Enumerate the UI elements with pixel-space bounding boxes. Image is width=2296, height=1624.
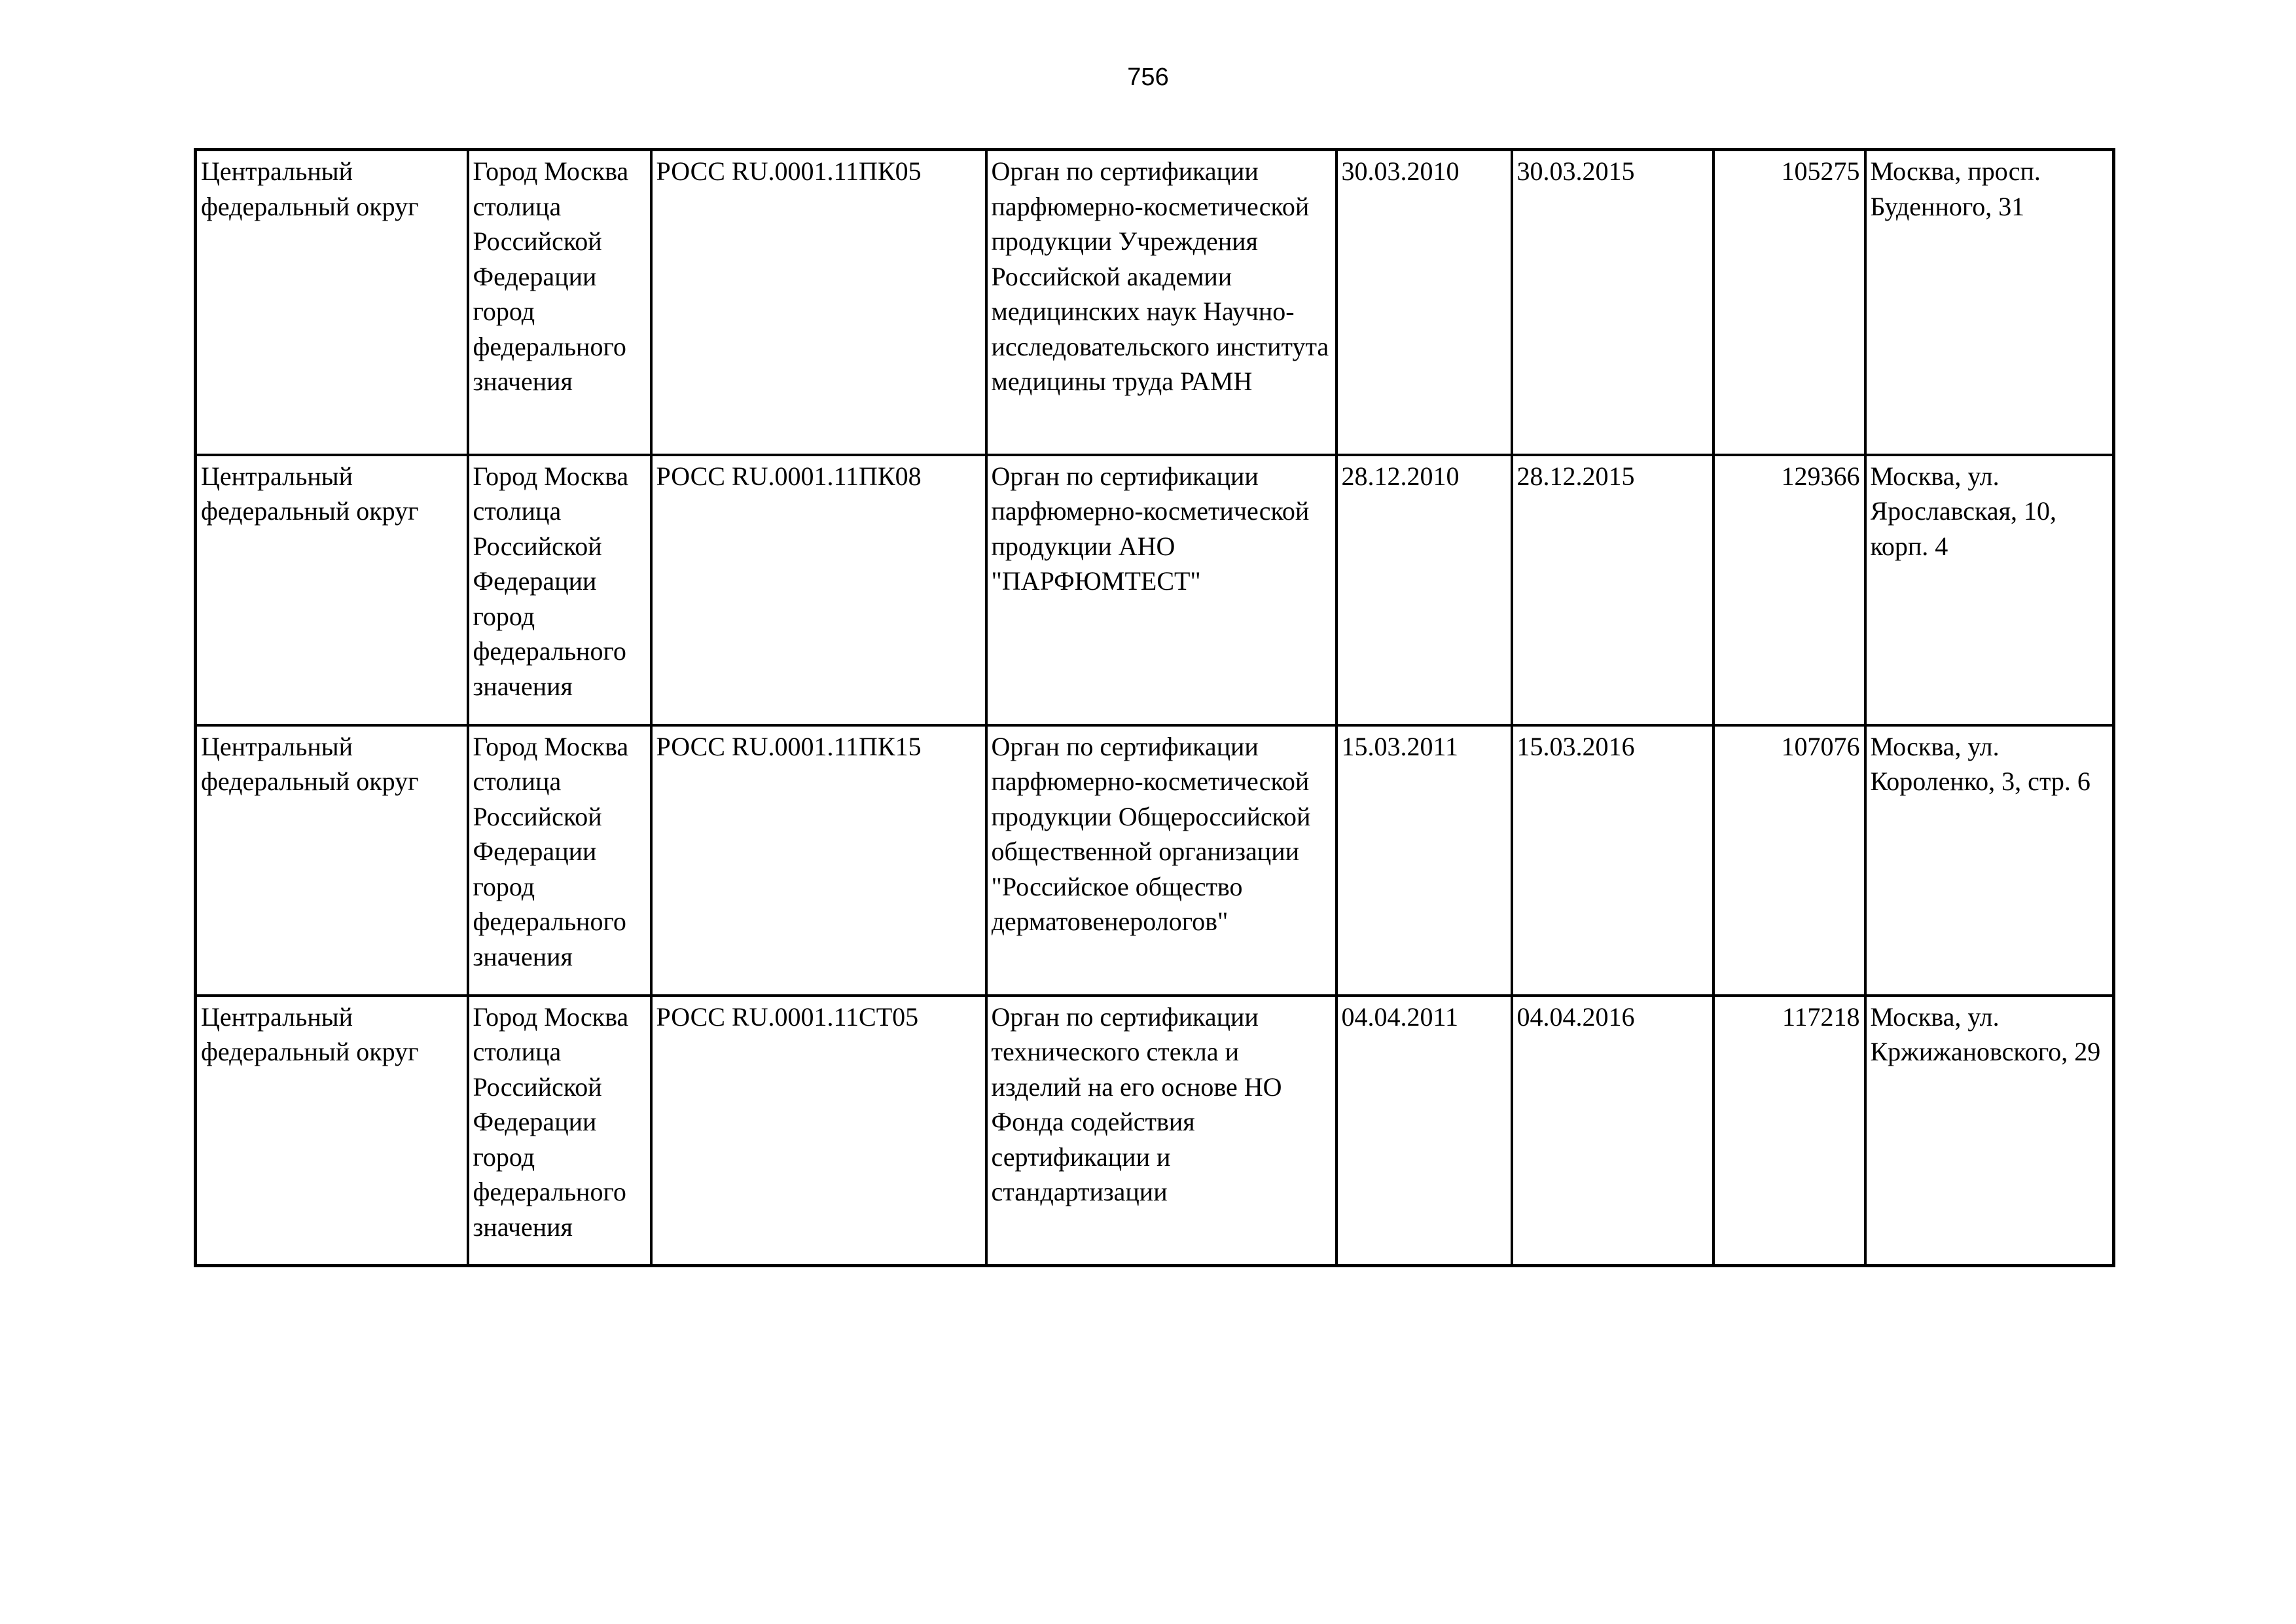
date-from-cell: 28.12.2010 (1336, 455, 1512, 725)
postcode-cell: 117218 (1713, 996, 1865, 1266)
district-cell: Центральный федеральный округ (196, 455, 468, 725)
organization-cell: Орган по сертификации парфюмерно-косметической продукции Учреждения Российской академии медицинских наук Научно-исследовательского института медицины труда РАМН (986, 150, 1336, 455)
table-row (196, 455, 2114, 725)
organization-cell: Орган по сертификации технического стекла и изделий на его основе НО Фонда содействия сертификации и стандартизации (986, 996, 1336, 1266)
address-cell: Москва, ул. Короленко, 3, стр. 6 (1865, 725, 2114, 996)
table-row (196, 996, 2114, 1266)
date-from-cell: 30.03.2010 (1336, 150, 1512, 455)
postcode-cell: 129366 (1713, 455, 1865, 725)
region-cell: Город Москва столица Российской Федерации город федерального значения (468, 996, 651, 1266)
region-cell: Город Москва столица Российской Федерации город федерального значения (468, 150, 651, 455)
date-to-cell: 15.03.2016 (1512, 725, 1713, 996)
date-to-cell: 04.04.2016 (1512, 996, 1713, 1266)
registration-number-cell: РОСС RU.0001.11СТ05 (651, 996, 986, 1266)
address-cell: Москва, просп. Буденного, 31 (1865, 150, 2114, 455)
certification-bodies-table (194, 148, 2115, 1267)
organization-cell: Орган по сертификации парфюмерно-косметической продукции АНО "ПАРФЮМТЕСТ" (986, 455, 1336, 725)
address-cell: Москва, ул. Ярославская, 10, корп. 4 (1865, 455, 2114, 725)
registration-number-cell: РОСС RU.0001.11ПК05 (651, 150, 986, 455)
registration-number-cell: РОСС RU.0001.11ПК08 (651, 455, 986, 725)
postcode-cell: 105275 (1713, 150, 1865, 455)
registration-number-cell: РОСС RU.0001.11ПК15 (651, 725, 986, 996)
region-cell: Город Москва столица Российской Федерации город федерального значения (468, 725, 651, 996)
page-number: 756 (1127, 63, 1169, 91)
district-cell: Центральный федеральный округ (196, 150, 468, 455)
date-to-cell: 30.03.2015 (1512, 150, 1713, 455)
region-cell: Город Москва столица Российской Федерации город федерального значения (468, 455, 651, 725)
district-cell: Центральный федеральный округ (196, 725, 468, 996)
table-row (196, 725, 2114, 996)
organization-cell: Орган по сертификации парфюмерно-косметической продукции Общероссийской общественной организации "Российское общество дерматовенерологов" (986, 725, 1336, 996)
postcode-cell: 107076 (1713, 725, 1865, 996)
date-from-cell: 04.04.2011 (1336, 996, 1512, 1266)
date-from-cell: 15.03.2011 (1336, 725, 1512, 996)
table-row (196, 150, 2114, 455)
district-cell: Центральный федеральный округ (196, 996, 468, 1266)
address-cell: Москва, ул. Кржижановского, 29 (1865, 996, 2114, 1266)
date-to-cell: 28.12.2015 (1512, 455, 1713, 725)
